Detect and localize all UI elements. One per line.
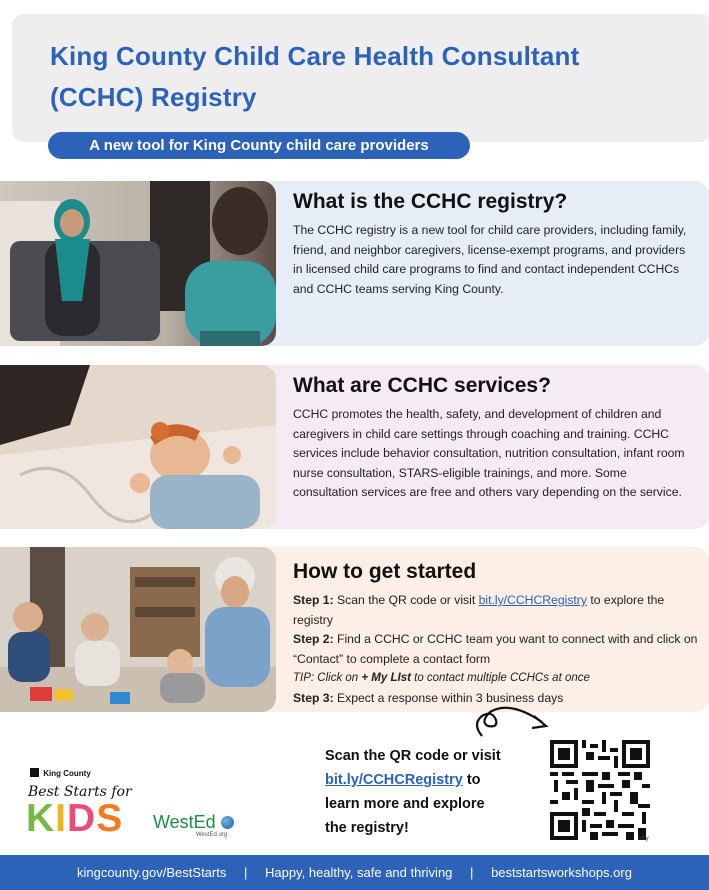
curved-arrow-icon xyxy=(470,704,555,744)
footer-bar xyxy=(0,855,709,890)
wested-text: WestEd xyxy=(153,812,216,832)
section-what-is-registry xyxy=(0,181,709,346)
photo-infant xyxy=(0,365,276,529)
cta-link[interactable]: bit.ly/CCHCRegistry xyxy=(325,772,463,788)
page-title: King County Child Care Health Consultant (CCHC) Registry xyxy=(50,41,580,112)
cta-line xyxy=(325,768,545,792)
tip-emphasis: + My LIst xyxy=(361,672,411,684)
tip-text: to contact multiple CCHCs at once xyxy=(414,672,590,684)
cta-line: the registry! xyxy=(325,820,409,836)
kids-letter: K xyxy=(26,797,56,840)
step-text: Expect a response within 3 business days xyxy=(337,690,564,705)
cta-text-part: to xyxy=(466,772,481,788)
registry-link[interactable]: bit.ly/CCHCRegistry xyxy=(478,593,587,607)
qr-code[interactable] xyxy=(550,740,650,840)
footer-tagline: Happy, healthy, safe and thriving xyxy=(265,865,453,880)
best-starts-logo-text: Best Starts for xyxy=(28,784,132,800)
wested-url: WestEd.org xyxy=(196,832,228,838)
footer-link-workshops[interactable]: beststartsworkshops.org xyxy=(491,865,632,880)
section-heading: How to get started xyxy=(293,560,477,583)
step-text: Scan the QR code or visit xyxy=(337,593,476,607)
tip-note xyxy=(293,669,698,689)
footer-link-kingcounty[interactable]: kingcounty.gov/BestStarts xyxy=(77,865,227,880)
step-2 xyxy=(293,630,698,669)
step-text: to explore the registry xyxy=(293,593,665,627)
steps-list xyxy=(293,591,698,708)
step-label: Step 2: xyxy=(293,632,334,646)
globe-icon xyxy=(221,816,234,829)
cta-text xyxy=(325,744,545,840)
section-get-started xyxy=(0,547,709,712)
step-label: Step 1: xyxy=(293,593,334,607)
crown-icon xyxy=(30,768,39,777)
cta-line: Scan the QR code or visit xyxy=(325,748,501,764)
tip-text: TIP: Click on xyxy=(293,672,359,684)
king-county-logo xyxy=(30,768,91,778)
kids-letter: D xyxy=(67,797,97,840)
step-label: Step 3: xyxy=(293,690,334,705)
section-heading: What are CCHC services? xyxy=(293,374,551,397)
subtitle-banner: A new tool for King County child care providers xyxy=(48,132,470,159)
footer-separator: | xyxy=(243,865,248,880)
section-body: The CCHC registry is a new tool for child care providers, including family, friend, and neighbor caregivers, license-exempt programs, and providers in licensed child care programs to find and contact independent CCHCs and CCHC teams serving King County. xyxy=(293,223,687,296)
footer-separator: | xyxy=(470,865,474,880)
wested-logo xyxy=(153,812,234,833)
kids-letter: I xyxy=(55,797,68,840)
step-1 xyxy=(293,591,698,630)
qr-label: bitly xyxy=(638,836,649,842)
cta-line: learn more and explore xyxy=(325,796,485,812)
section-services xyxy=(0,365,709,529)
kids-letter: S xyxy=(96,797,124,840)
step-text: Find a CCHC or CCHC team you want to connect with and click on “Contact” to complete a contact form xyxy=(293,632,698,666)
kids-logo xyxy=(26,798,123,840)
king-county-text: King County xyxy=(43,769,91,778)
photo-caregiver-children xyxy=(0,547,276,712)
section-body: CCHC promotes the health, safety, and development of children and caregivers in child care settings through coaching and training. CCHC services include behavior consultation, nutrition consultation, infant room nurse consultation, STARS-eligible trainings, and more. Some consultation services are free and others vary depending on the service. xyxy=(293,407,685,499)
section-heading: What is the CCHC registry? xyxy=(293,190,568,213)
photo-consultant-meeting xyxy=(0,181,276,346)
